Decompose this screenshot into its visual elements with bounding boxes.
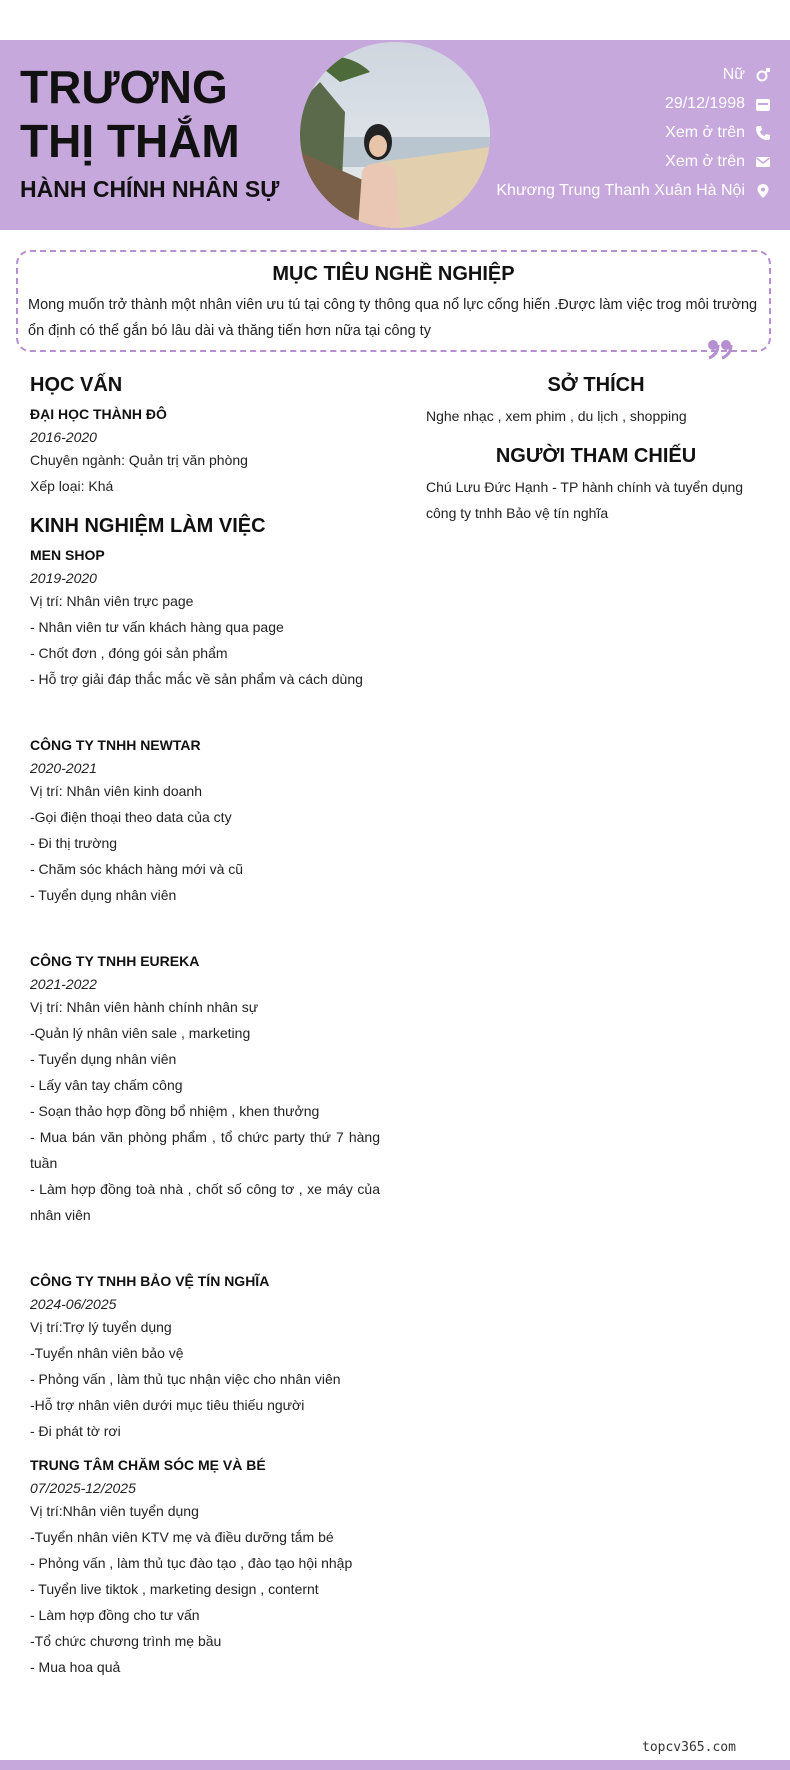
address-text: Khương Trung Thanh Xuân Hà Nội xyxy=(496,181,745,199)
career-objective-box xyxy=(16,250,771,352)
reference-text: Chú Lưu Đức Hạnh - TP hành chính và tuyển dụng công ty tnhh Bảo vệ tín nghĩa xyxy=(426,479,744,521)
experience-line: - Mua hoa quả xyxy=(30,1659,121,1675)
experience-line: Vị trí: Nhân viên trực page xyxy=(30,593,194,609)
experience-line: - Đi phát tờ rơi xyxy=(30,1423,121,1439)
experience-line: - Làm hợp đồng cho tư vấn xyxy=(30,1607,200,1623)
reference-title: NGƯỜI THAM CHIẾU xyxy=(495,445,697,467)
candidate-position: HÀNH CHÍNH NHÂN SỰ xyxy=(20,176,280,202)
experience-line: - Đi thị trường xyxy=(30,835,118,851)
experience-line: - Tuyển dụng nhân viên xyxy=(30,1051,177,1067)
experience-entry xyxy=(30,542,380,692)
site-watermark: topcv365.com xyxy=(642,1740,736,1755)
email-icon xyxy=(754,153,772,171)
contact-address xyxy=(496,176,772,205)
experience-line: - Hỗ trợ giải đáp thắc mắc về sản phẩm và cách dùng xyxy=(30,671,363,687)
experience-line: - Nhân viên tư vấn khách hàng qua page xyxy=(30,619,284,635)
experience-entry xyxy=(30,1268,380,1444)
company-name: TRUNG TÂM CHĂM SÓC MẸ VÀ BÉ xyxy=(30,1457,266,1473)
contact-list xyxy=(496,60,772,205)
experience-line: -Tuyển nhân viên KTV mẹ và điều dưỡng tắm bé xyxy=(30,1529,334,1545)
education-line: Chuyên ngành: Quản trị văn phòng xyxy=(30,452,248,468)
experience-date: 2024-06/2025 xyxy=(30,1296,117,1312)
experience-line: - Phỏng vấn , làm thủ tục nhận việc cho nhân viên xyxy=(30,1371,341,1387)
hobbies-title: SỞ THÍCH xyxy=(547,374,645,396)
contact-birthday xyxy=(665,89,772,118)
candidate-name: TRƯƠNG THỊ THẮM xyxy=(20,61,240,167)
education-entry xyxy=(30,401,380,499)
birthday-text: 29/12/1998 xyxy=(664,94,745,112)
right-column xyxy=(426,374,766,526)
experience-line: Vị trí: Nhân viên kinh doanh xyxy=(30,783,202,799)
company-name: CÔNG TY TNHH BẢO VỆ TÍN NGHĨA xyxy=(30,1273,270,1289)
school-name: ĐẠI HỌC THÀNH ĐÔ xyxy=(30,406,167,422)
experience-date: 2021-2022 xyxy=(30,976,97,992)
education-title: HỌC VẤN xyxy=(30,374,123,396)
experience-entry xyxy=(30,732,380,908)
gender-text: Nữ xyxy=(722,65,745,83)
left-column xyxy=(30,374,380,1680)
objective-title: MỤC TIÊU NGHỀ NGHIỆP xyxy=(272,263,515,285)
experience-date: 07/2025-12/2025 xyxy=(30,1480,136,1496)
phone-icon xyxy=(754,124,772,142)
contact-email xyxy=(665,147,772,176)
footer-bar xyxy=(0,1760,790,1770)
experience-line: - Mua bán văn phòng phẩm , tổ chức party thứ 7 hàng tuần xyxy=(30,1129,380,1171)
experience-line: -Tuyển nhân viên bảo vệ xyxy=(30,1345,184,1361)
gender-icon xyxy=(754,66,772,84)
experience-line: Vị trí:Trợ lý tuyển dụng xyxy=(30,1319,172,1335)
objective-text: Mong muốn trở thành một nhân viên ưu tú tại công ty thông qua nổ lực cống hiến .Được làm việc trog môi trường ổn định có thể gắn bó lâu dài và thăng tiến hơn nữa tại công ty xyxy=(28,297,758,339)
contact-gender xyxy=(723,60,772,89)
experience-line: - Làm hợp đồng toà nhà , chốt số công tơ , xe máy của nhân viên xyxy=(30,1181,380,1223)
experience-line: - Chốt đơn , đóng gói sản phẩm xyxy=(30,645,228,661)
company-name: MEN SHOP xyxy=(30,547,105,563)
experience-line: Vị trí:Nhân viên tuyển dụng xyxy=(30,1503,199,1519)
experience-entry xyxy=(30,948,380,1228)
location-icon xyxy=(754,182,772,200)
experience-line: -Gọi điện thoại theo data của cty xyxy=(30,809,232,825)
email-text: Xem ở trên xyxy=(665,152,745,170)
avatar xyxy=(300,42,490,228)
experience-line: -Hỗ trợ nhân viên dưới mục tiêu thiếu người xyxy=(30,1397,305,1413)
calendar-icon xyxy=(754,95,772,113)
experience-line: - Tuyển live tiktok , marketing design , conternt xyxy=(30,1581,319,1597)
experience-date: 2020-2021 xyxy=(30,760,97,776)
education-line: Xếp loại: Khá xyxy=(30,478,114,494)
contact-phone xyxy=(665,118,772,147)
experience-line: -Tổ chức chương trình mẹ bầu xyxy=(30,1633,222,1649)
phone-text: Xem ở trên xyxy=(665,123,745,141)
cv-header xyxy=(0,40,790,230)
company-name: CÔNG TY TNHH NEWTAR xyxy=(30,737,201,753)
company-name: CÔNG TY TNHH EUREKA xyxy=(30,953,200,969)
experience-line: - Chăm sóc khách hàng mới và cũ xyxy=(30,861,244,877)
education-date: 2016-2020 xyxy=(30,429,97,445)
experience-line: -Quản lý nhân viên sale , marketing xyxy=(30,1025,251,1041)
hobbies-text: Nghe nhạc , xem phim , du lịch , shopping xyxy=(426,408,687,424)
quote-icon xyxy=(707,338,733,360)
experience-entry xyxy=(30,1452,380,1680)
experience-line: - Lấy vân tay chấm công xyxy=(30,1077,183,1093)
experience-line: - Phỏng vấn , làm thủ tục đào tạo , đào tạo hội nhập xyxy=(30,1555,353,1571)
experience-line: Vị trí: Nhân viên hành chính nhân sự xyxy=(30,999,259,1015)
experience-line: - Tuyển dụng nhân viên xyxy=(30,887,177,903)
experience-title: KINH NGHIỆM LÀM VIỆC xyxy=(30,515,266,537)
experience-date: 2019-2020 xyxy=(30,570,97,586)
experience-line: - Soạn thảo hợp đồng bổ nhiệm , khen thưởng xyxy=(30,1103,320,1119)
